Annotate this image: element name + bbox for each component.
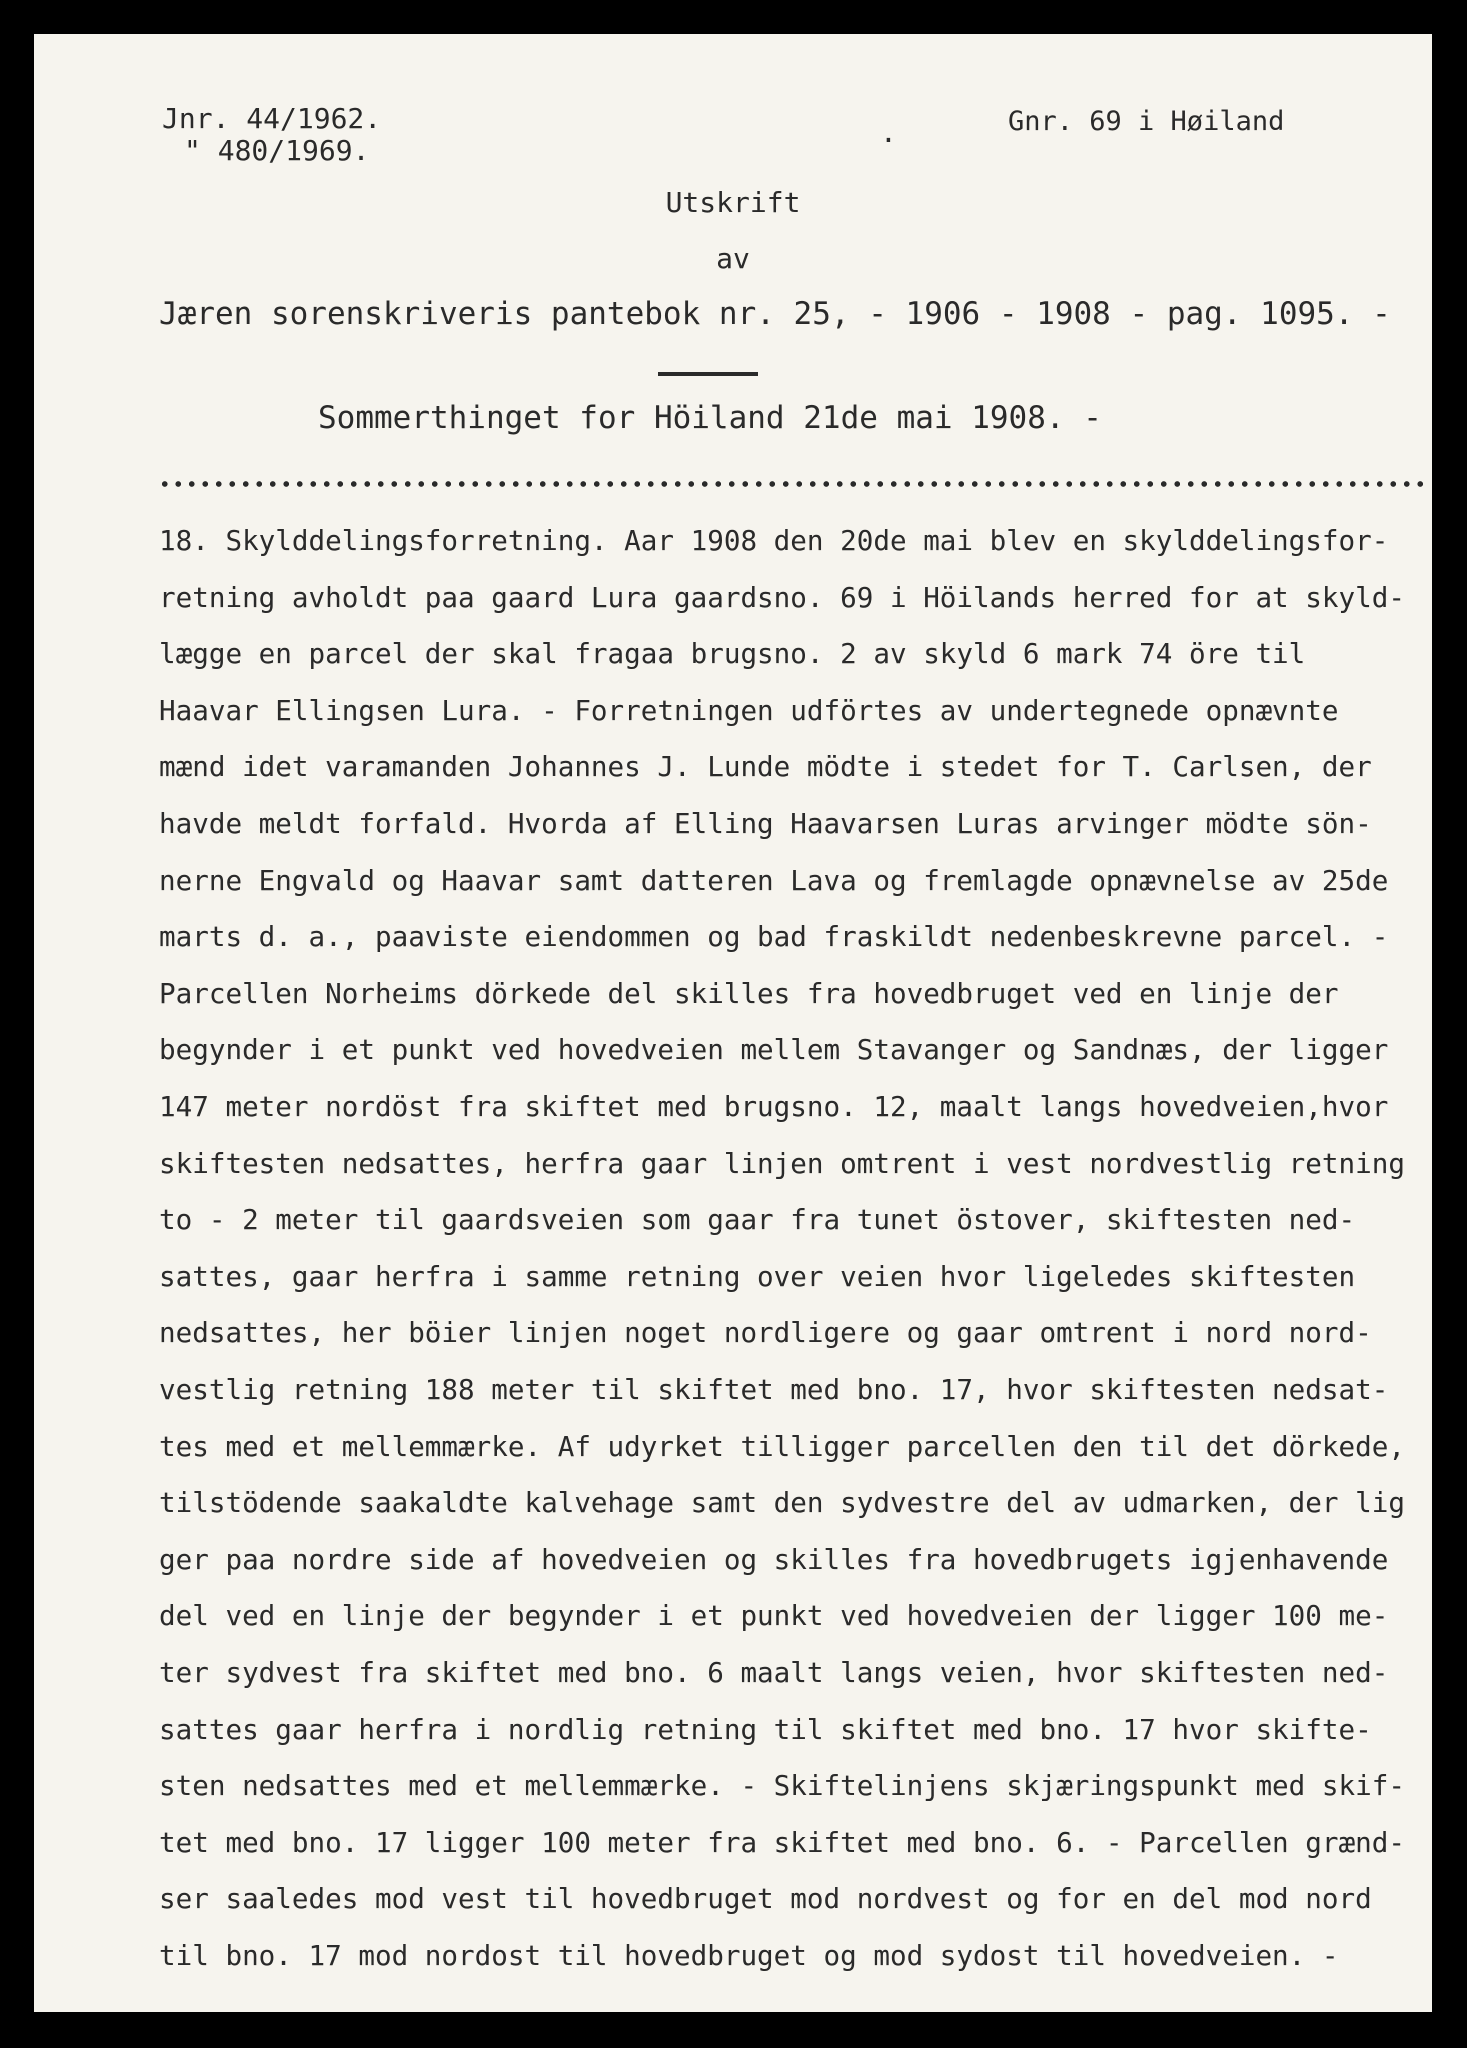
- document-page: [34, 34, 1432, 2012]
- text-line: retning avholdt paa gaard Lura gaardsno. 69 i Höilands herred for at skyld-: [159, 580, 1405, 614]
- title-utskrift: Utskrift: [665, 186, 801, 219]
- text-line: nedsattes, her böier linjen noget nordligere og gaar omtrent i nord nord-: [159, 1316, 1372, 1350]
- text-line: ser saaledes mod vest til hovedbruget mod nordvest og for en del mod nord: [159, 1882, 1372, 1916]
- center-mark: .: [880, 116, 897, 149]
- divider-rule: [658, 372, 758, 376]
- text-line: sattes gaar herfra i nordlig retning til skiftet med bno. 17 hvor skifte-: [159, 1712, 1372, 1746]
- text-line: del ved en linje der begynder i et punkt ved hovedveien der ligger 100 me-: [159, 1599, 1389, 1633]
- text-line: tet med bno. 17 ligger 100 meter fra skiftet med bno. 6. - Parcellen grænd-: [159, 1825, 1405, 1859]
- text-line: 18. Skylddelingsforretning. Aar 1908 den 20de mai blev en skylddelingsfor-: [159, 524, 1389, 557]
- text-line: nerne Engvald og Haavar samt datteren Lava og fremlagde opnævnelse av 25de: [159, 863, 1389, 897]
- journal-number-1: Jnr. 44/1962.: [162, 102, 382, 135]
- text-line: tilstödende saakaldte kalvehage samt den sydvestre del av udmarken, der lig: [159, 1486, 1405, 1520]
- session-heading: Sommerthinget for Höiland 21de mai 1908. -: [318, 400, 1102, 436]
- dotted-separator: [158, 479, 1430, 489]
- text-line: sattes, gaar herfra i samme retning over veien hvor ligeledes skiftesten: [159, 1259, 1356, 1293]
- title-av: av: [716, 242, 750, 275]
- gnr-reference: Gnr. 69 i Høiland: [1008, 106, 1285, 137]
- text-line: havde meldt forfald. Hvorda af Elling Haavarsen Luras arvinger mödte sön-: [159, 807, 1372, 840]
- text-line: 147 meter nordöst fra skiftet med brugsno. 12, maalt langs hovedveien,hvor: [159, 1090, 1389, 1123]
- text-line: til bno. 17 mod nordost til hovedbruget og mod sydost til hovedveien. -: [159, 1939, 1339, 1972]
- journal-number-2: " 480/1969.: [184, 134, 370, 167]
- text-line: lægge en parcel der skal fragaa brugsno. 2 av skyld 6 mark 74 öre til: [159, 637, 1306, 671]
- text-line: skiftesten nedsattes, herfra gaar linjen omtrent i vest nordvestlig retning: [159, 1146, 1405, 1180]
- text-line: ger paa nordre side af hovedveien og skilles fra hovedbrugets igjenhavende: [159, 1542, 1389, 1576]
- text-line: tes med et mellemmærke. Af udyrket tilligger parcellen den til det dörkede,: [159, 1429, 1405, 1463]
- text-line: Parcellen Norheims dörkede del skilles fra hovedbruget ved en linje der: [159, 976, 1339, 1010]
- text-line: ter sydvest fra skiftet med bno. 6 maalt langs veien, hvor skiftesten ned-: [159, 1656, 1389, 1689]
- text-line: vestlig retning 188 meter til skiftet med bno. 17, hvor skiftesten nedsat-: [159, 1373, 1389, 1406]
- text-line: sten nedsattes med et mellemmærke. - Skiftelinjens skjæringspunkt med skif-: [159, 1769, 1405, 1803]
- text-line: Haavar Ellingsen Lura. - Forretningen udförtes av undertegnede opnævnte: [159, 693, 1339, 727]
- title-source: Jæren sorenskriveris pantebok nr. 25, - 1906 - 1908 - pag. 1095. -: [159, 296, 1391, 332]
- text-line: marts d. a., paaviste eiendommen og bad fraskildt nedenbeskrevne parcel. -: [159, 920, 1389, 954]
- text-line: mænd idet varamanden Johannes J. Lunde mödte i stedet for T. Carlsen, der: [159, 750, 1372, 784]
- text-line: to - 2 meter til gaardsveien som gaar fra tunet östover, skiftesten ned-: [159, 1203, 1356, 1237]
- text-line: begynder i et punkt ved hovedveien mellem Stavanger og Sandnæs, der ligger: [159, 1033, 1389, 1067]
